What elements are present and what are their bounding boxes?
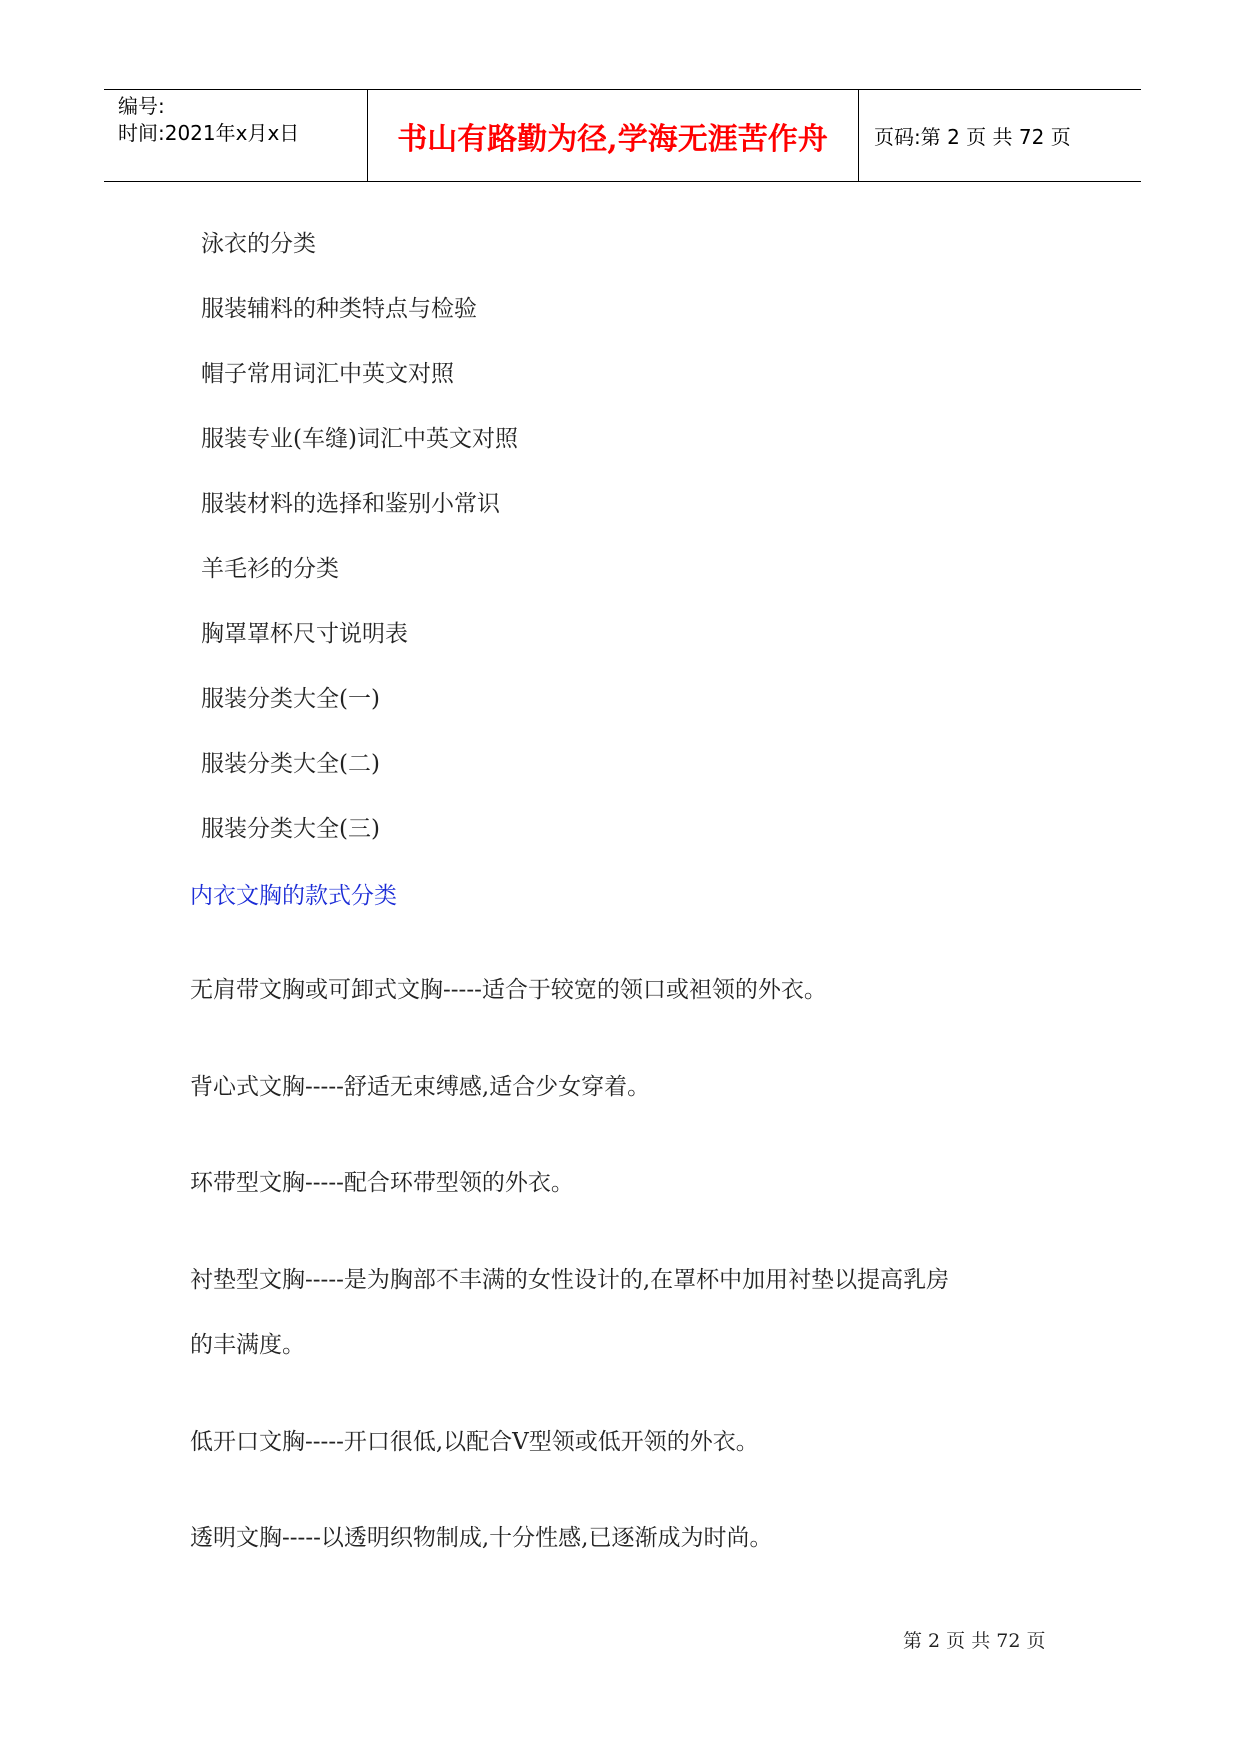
toc-item[interactable]: 服装分类大全(二) bbox=[201, 751, 380, 777]
section-heading: 内衣文胸的款式分类 bbox=[190, 883, 397, 909]
page-header bbox=[104, 89, 1141, 182]
paragraph-low-cut-bra: 低开口文胸-----开口很低,以配合V型领或低开领的外衣。 bbox=[190, 1429, 759, 1455]
paragraph-halter-bra: 环带型文胸-----配合环带型领的外衣。 bbox=[190, 1170, 574, 1196]
toc-item[interactable]: 服装专业(车缝)词汇中英文对照 bbox=[201, 426, 518, 452]
toc-item[interactable]: 服装材料的选择和鉴别小常识 bbox=[201, 491, 500, 517]
toc-item[interactable]: 帽子常用词汇中英文对照 bbox=[201, 361, 454, 387]
paragraph-padded-bra-continued: 的丰满度。 bbox=[190, 1332, 305, 1358]
header-page-info: 页码:第 2 页 共 72 页 bbox=[874, 125, 1071, 149]
paragraph-padded-bra: 衬垫型文胸-----是为胸部不丰满的女性设计的,在罩杯中加用衬垫以提高乳房 bbox=[190, 1267, 950, 1293]
toc-list bbox=[201, 224, 518, 874]
header-number-label: 编号: bbox=[118, 94, 165, 118]
header-divider bbox=[858, 90, 859, 181]
toc-item[interactable]: 服装辅料的种类特点与检验 bbox=[201, 296, 477, 322]
header-motto: 书山有路勤为径,学海无涯苦作舟 bbox=[397, 121, 828, 157]
toc-item[interactable]: 胸罩罩杯尺寸说明表 bbox=[201, 621, 408, 647]
toc-item[interactable]: 羊毛衫的分类 bbox=[201, 556, 339, 582]
page-footer: 第 2 页 共 72 页 bbox=[903, 1630, 1046, 1652]
paragraph-vest-bra: 背心式文胸-----舒适无束缚感,适合少女穿着。 bbox=[190, 1074, 651, 1100]
toc-item[interactable]: 服装分类大全(三) bbox=[201, 816, 380, 842]
paragraph-strapless-bra: 无肩带文胸或可卸式文胸-----适合于较宽的领口或袒领的外衣。 bbox=[190, 977, 827, 1003]
header-time-label: 时间:2021年x月x日 bbox=[118, 121, 300, 145]
toc-item[interactable]: 泳衣的分类 bbox=[201, 231, 316, 257]
paragraph-sheer-bra: 透明文胸-----以透明织物制成,十分性感,已逐渐成为时尚。 bbox=[190, 1525, 773, 1551]
toc-item[interactable]: 服装分类大全(一) bbox=[201, 686, 380, 712]
